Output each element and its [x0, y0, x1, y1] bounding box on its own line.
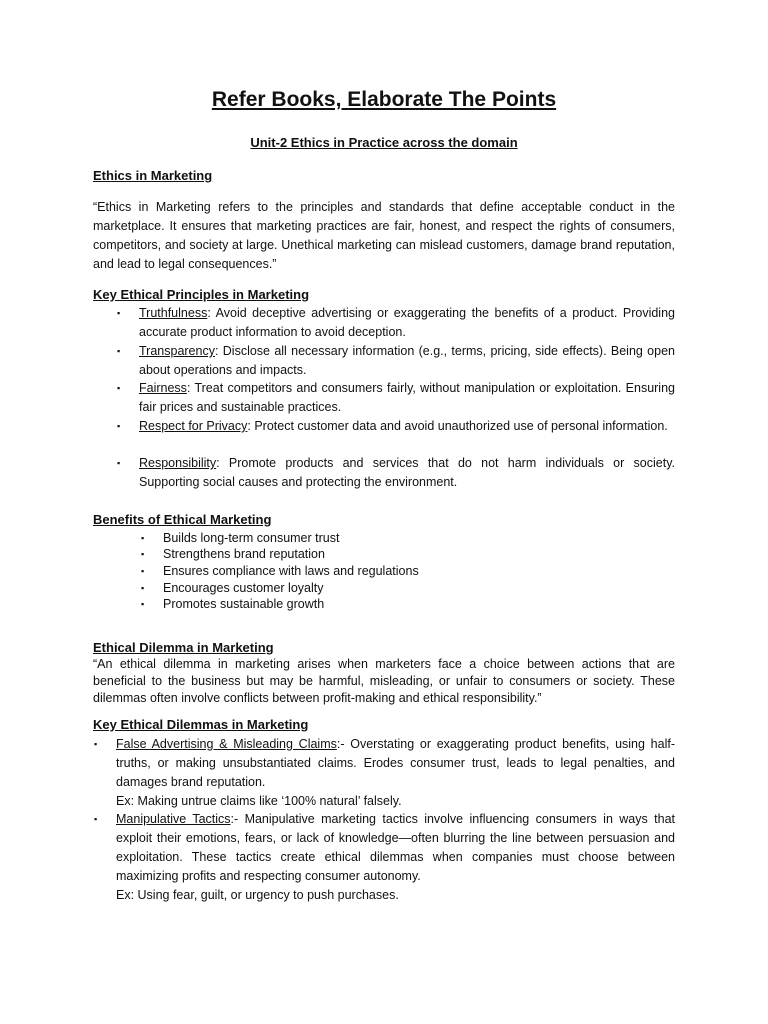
- principle-item: [139, 417, 675, 436]
- principle-item: [139, 304, 675, 342]
- dilemma-item: [116, 810, 675, 905]
- dilemma-example: Ex: Using fear, guilt, or urgency to push purchases.: [116, 888, 399, 902]
- benefit-item: ▪ Strengthens brand reputation: [163, 545, 325, 564]
- principle-text: : Avoid deceptive advertising or exaggerating the benefits of a product. Providing accurate product information to avoid deception.: [139, 306, 675, 339]
- benefit-item: ▪ Builds long-term consumer trust: [163, 529, 339, 548]
- principle-text: : Disclose all necessary information (e.g., terms, pricing, side effects). Being open about operations and impacts.: [139, 344, 675, 377]
- principle-term: Responsibility: [139, 456, 217, 470]
- benefit-item: ▪ Ensures compliance with laws and regulations: [163, 562, 419, 581]
- principle-text: : Promote products and services that do not harm individuals or society. Supporting social causes and protecting the environment.: [139, 456, 675, 489]
- principle-term: Truthfulness: [139, 306, 208, 320]
- dilemma-example: Ex: Making untrue claims like ‘100% natural’ falsely.: [116, 794, 402, 808]
- dilemma-definition-paragraph: “An ethical dilemma in marketing arises when marketers face a choice between actions that are beneficial to the business but may be harmful, misleading, or unfair to consumers or society. These dilemmas often involve conflicts between profit-making and ethical responsibility.”: [93, 657, 675, 705]
- bullet-icon: [94, 810, 97, 829]
- bullet-icon: [117, 379, 120, 398]
- bullet-icon: [94, 735, 97, 754]
- principle-term: Respect for Privacy: [139, 419, 248, 433]
- principle-term: Transparency: [139, 344, 215, 358]
- dilemma-term: Manipulative Tactics: [116, 812, 231, 826]
- principle-text: : Treat competitors and consumers fairly, without manipulation or exploitation. Ensuring fair prices and sustainable practices.: [139, 381, 675, 414]
- bullet-icon: [141, 595, 144, 614]
- dilemma-text: :- Overstating or exaggerating product benefits, using half-truths, or making unsubstantiated claims. Erodes consumer trust, leads to legal penalties, and damages brand reputation.: [116, 737, 675, 789]
- principle-item: [139, 342, 675, 380]
- principle-text: : Protect customer data and avoid unauthorized use of personal information.: [247, 419, 668, 433]
- principle-item: [139, 454, 675, 492]
- bullet-icon: [117, 304, 120, 323]
- dilemma-text: :- Manipulative marketing tactics involve influencing consumers in ways that exploit their emotions, fears, or lack of knowledge—often blurring the line between persuasion and exploitation. These tactics create ethical dilemmas when companies must choose between maximizing profits and respecting consumer autonomy.: [116, 812, 675, 883]
- bullet-icon: [117, 454, 120, 473]
- ethics-definition-paragraph: “Ethics in Marketing refers to the principles and standards that define acceptable conduct in the marketplace. It ensures that marketing practices are fair, honest, and respect the rights of consumers, competitors, and society at large. Unethical marketing can mislead customers, damage brand reputation, and lead to legal consequences.”: [93, 200, 675, 271]
- dilemma-term: False Advertising & Misleading Claims: [116, 737, 337, 751]
- dilemma-item: [116, 735, 675, 811]
- ethics-in-marketing-heading: Ethics in Marketing: [93, 168, 213, 183]
- bullet-icon: [117, 417, 120, 436]
- page-title: Refer Books, Elaborate The Points: [211, 88, 557, 111]
- benefit-item: ▪ Promotes sustainable growth: [163, 595, 324, 614]
- principles-heading: Key Ethical Principles in Marketing: [93, 287, 310, 302]
- benefits-heading: Benefits of Ethical Marketing: [93, 512, 272, 527]
- bullet-icon: [117, 342, 120, 361]
- dilemma-heading: Ethical Dilemma in Marketing: [93, 640, 274, 655]
- principle-item: [139, 379, 675, 417]
- principle-term: Fairness: [139, 381, 187, 395]
- key-dilemmas-heading: Key Ethical Dilemmas in Marketing: [93, 717, 309, 732]
- unit-subtitle: Unit-2 Ethics in Practice across the domain: [250, 135, 518, 150]
- benefit-item: ▪ Encourages customer loyalty: [163, 579, 324, 598]
